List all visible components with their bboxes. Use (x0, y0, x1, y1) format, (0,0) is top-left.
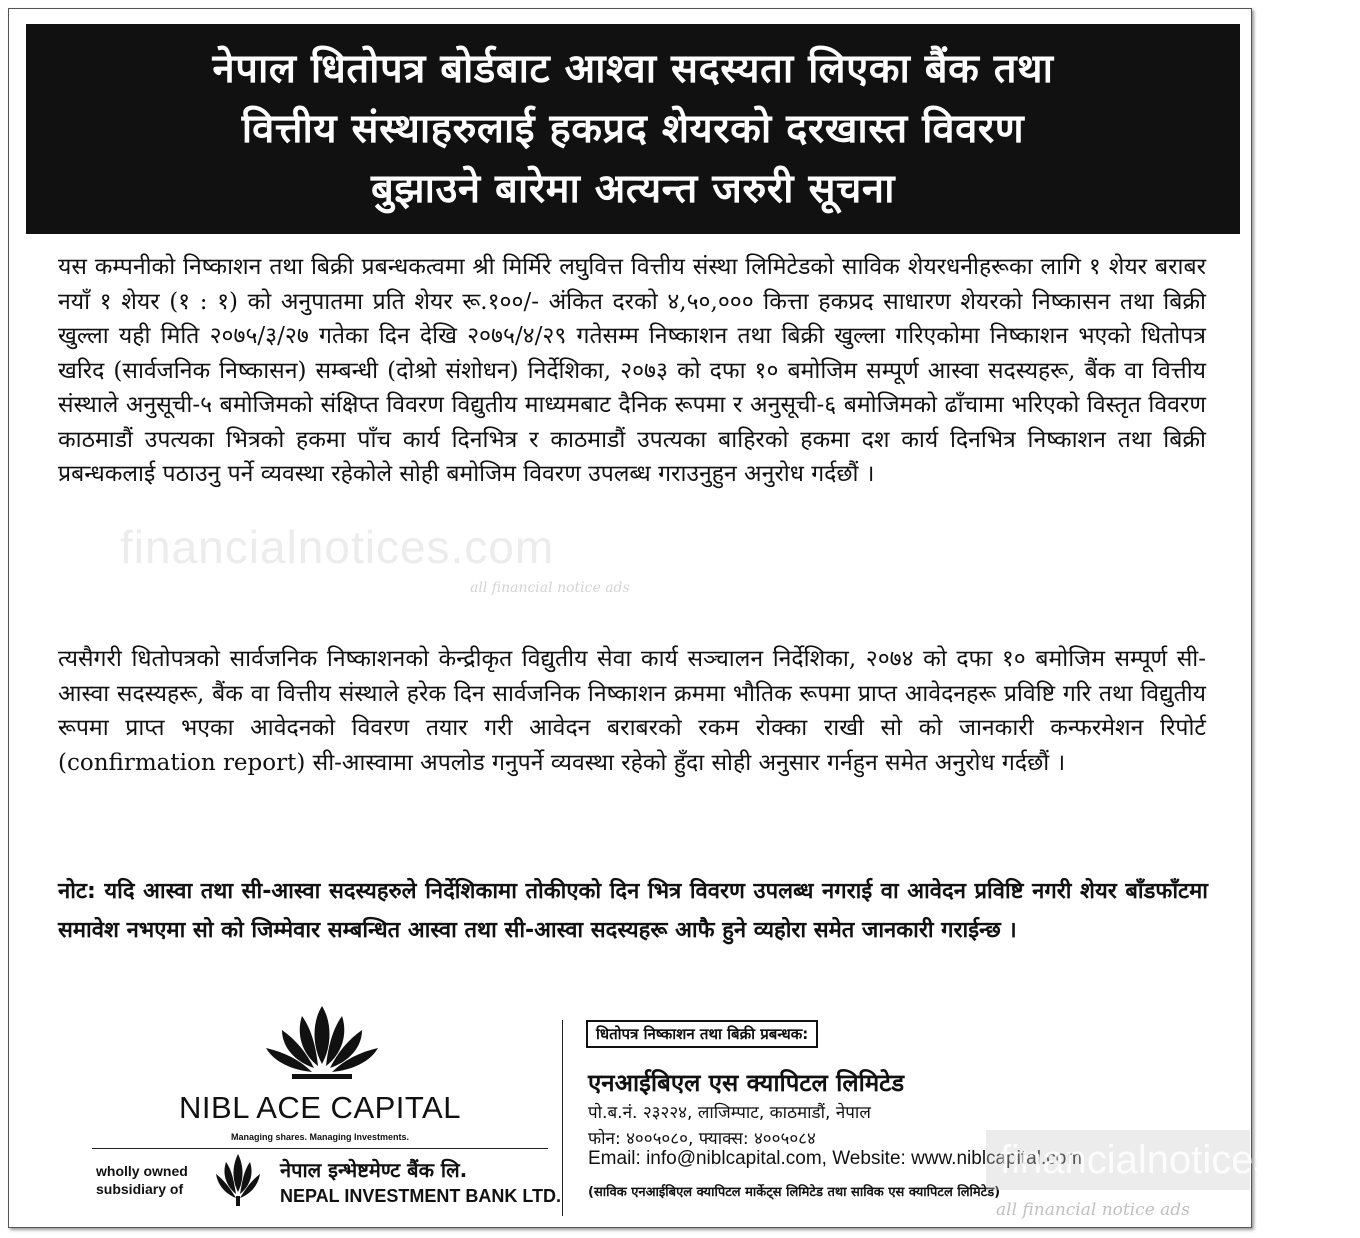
watermark-text: financialnotices.com (120, 521, 555, 573)
nibl-lotus-icon (212, 1152, 264, 1208)
lotus-logo-icon (262, 1002, 382, 1082)
title-line-3: बुझाउने बारेमा अत्यन्त जरुरी सूचना (371, 166, 895, 212)
issue-manager-company: एनआईबिएल एस क्यापिटल लिमिटेड (588, 1069, 905, 1097)
watermark-box-text: financialnotices.com (1000, 1138, 1360, 1182)
company-email-website: Email: info@niblcapital.com, Website: www.niblcapital.com (588, 1148, 1083, 1169)
subsidiary-label: wholly owned subsidiary of (96, 1163, 188, 1197)
title-line-1: नेपाल धितोपत्र बोर्डबाट आश्वा सदस्यता लिएका बैंक तथा (212, 46, 1054, 92)
parent-bank-name-np: नेपाल इन्भेष्टमेण्ट बैंक लि. (280, 1158, 468, 1182)
brand-tagline: Managing shares. Managing Investments. (230, 1132, 410, 1142)
company-phone: फोन: ४००५०८०, फ्याक्स: ४००५०८४ (588, 1129, 816, 1149)
footer-divider (562, 1020, 563, 1216)
notice-note: नोट: यदि आस्वा तथा सी-आस्वा सदस्यहरुले निर्देशिकामा तोकीएको दिन भित्र विवरण उपलब्ध नगराई वा आवेदन प्रविष्टि नगरी शेयर बाँडफाँटमा समावेश नभएमा सो को जिम्मेवार सम्बन्धित आस्वा तथा सी-आस्वा सदस्यहरू आफै हुने व्यहोरा समेत जानकारी गराईन्छ । (58, 879, 1208, 943)
watermark-bottom-text: all financial notice ads (996, 1200, 1190, 1220)
company-former-names: (साविक एनआईबिएल क्यापिटल मार्केट्स लिमिटेड तथा साविक एस क्यापिटल लिमिटेड) (588, 1185, 1001, 1200)
parent-bank-name-en: NEPAL INVESTMENT BANK LTD. (280, 1186, 562, 1206)
title-line-2: वित्तीय संस्थाहरुलाई हकप्रद शेयरको दरखास्त विवरण (241, 106, 1025, 152)
logo-divider (92, 1148, 548, 1149)
notice-paragraph-1: यस कम्पनीको निष्काशन तथा बिक्री प्रबन्धकत्वमा श्री मिर्मिरे लघुवित्त वित्तीय संस्था लिमिटेडको साविक शेयरधनीहरूका लागि १ शेयर बराबर नयाँ १ शेयर (१ : १) को अनुपातमा प्रति शेयर रू.१००/- अंकित दरको ४,५०,००० कित्ता हकप्रद साधारण शेयरको निष्कासन तथा बिक्री खुल्ला यही मिति २०७५/३/२७ गतेका दिन देखि २०७५/४/२९ गतेसम्म निष्काशन तथा बिक्री खुल्ला गरिएकोमा निष्काशन भएको धितोपत्र खरिद (सार्वजनिक निष्कासन) सम्बन्धी (दोश्रो संशोधन) निर्देशिका, २०७३ को दफा १० बमोजिम सम्पूर्ण आस्वा सदस्यहरू, बैंक वा वित्तीय संस्थाले अनुसूची-५ बमोजिमको संक्षिप्त विवरण विद्युतीय माध्यमबाट दैनिक रूपमा र अनुसूची-६ बमोजिमको ढाँचामा भरिएको विस्तृत विवरण काठमाडौं उपत्यका भित्रको हकमा पाँच कार्य दिनभित्र र काठमाडौं उपत्यका बाहिरको हकमा दश कार्य दिनभित्र निष्काशन तथा बिक्री प्रबन्धकलाई पठाउनु पर्ने व्यवस्था रहेकोले सोही बमोजिम विवरण उपलब्ध गराउनुहुन अनुरोध गर्दछौं । (58, 254, 1206, 487)
watermark-subtext: all financial notice ads (470, 580, 630, 596)
notice-title-box (26, 24, 1240, 234)
company-address: पो.ब.नं. २३२२४, लाजिम्पाट, काठमाडौं, नेपाल (588, 1103, 871, 1123)
nibl-ace-capital-brand: NIBL ACE CAPITAL (179, 1090, 461, 1125)
notice-paragraph-2: त्यसैगरी धितोपत्रको सार्वजनिक निष्काशनको केन्द्रीकृत विद्युतीय सेवा कार्य सञ्चालन निर्देशिका, २०७४ को दफा १० बमोजिम सम्पूर्ण सी-आस्वा सदस्यहरू, बैंक वा वित्तीय संस्थाले हरेक दिन सार्वजनिक निष्काशन क्रममा भौतिक रूपमा प्राप्त आवेदनहरू प्रविष्टि गरि तथा विद्युतीय रूपमा प्राप्त भएका आवेदनको विवरण तयार गरी आवेदन बराबरको रकम रोक्का राखी सो को जानकारी कन्फरमेशन रिपोर्ट (confirmation report) सी-आस्वामा अपलोड गनुपर्ने व्यवस्था रहेको हुँदा सोही अनुसार गर्नहुन समेत अनुरोध गर्दछौं । (58, 646, 1206, 776)
nibl-ace-logo-block (92, 1002, 562, 1218)
issue-manager-label: धितोपत्र निष्काशन तथा बिक्री प्रबन्धक: (586, 1020, 818, 1048)
